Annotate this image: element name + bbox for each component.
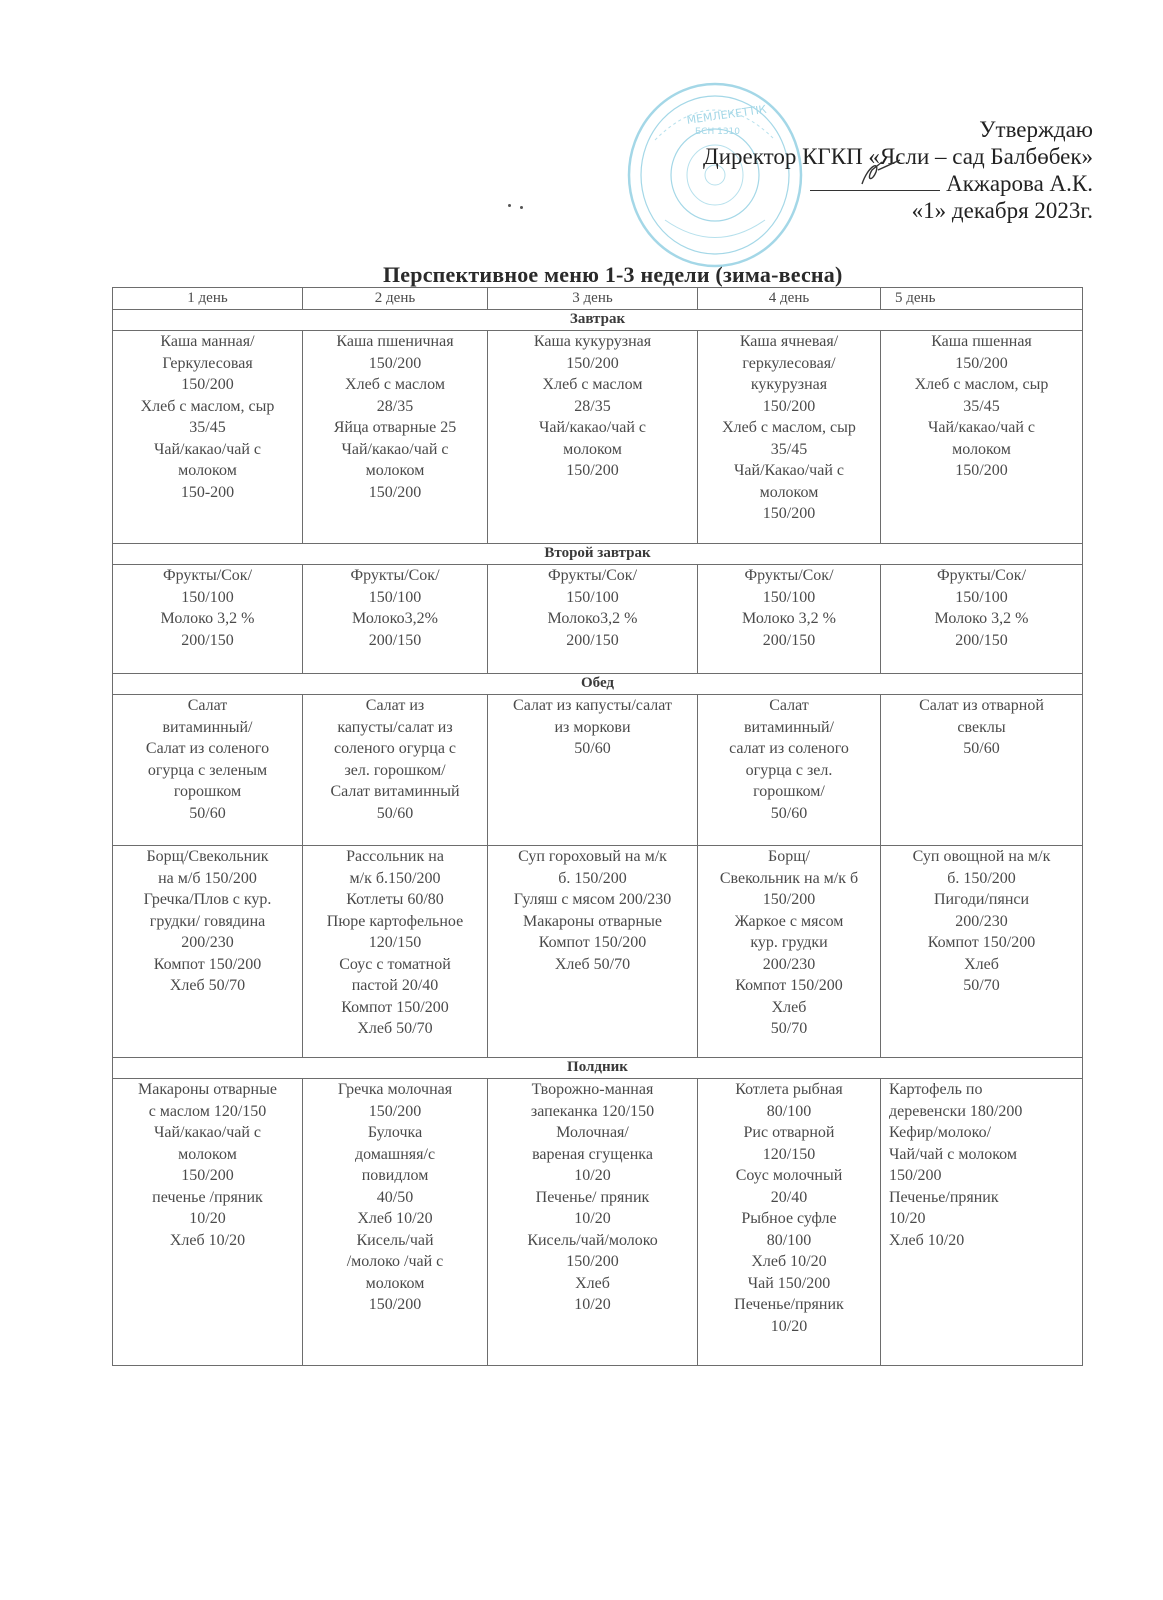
menu-item-line: Фрукты/Сок/ — [936, 567, 1027, 584]
menu-item-line: Гуляш с мясом 200/230 — [513, 891, 672, 908]
menu-item-line: Борщ/ — [768, 848, 810, 865]
menu-item-line: Яйца отварные 25 — [333, 419, 457, 436]
menu-item-line: Чай/Какао/чай с — [734, 462, 844, 479]
menu-item-line: 150/200 — [566, 354, 619, 372]
meal-row-lunch-salad — [113, 695, 1083, 846]
menu-item-line: 150/200 — [181, 1167, 234, 1184]
menu-item-line: Хлеб с маслом — [542, 376, 643, 393]
menu-item-line: Пигоди/пянси — [933, 891, 1030, 908]
day-header: 5 день — [881, 288, 1083, 310]
menu-item-line: Макароны отварные — [138, 1081, 277, 1098]
menu-item-line: Чай/какао/чай с — [153, 440, 262, 458]
scan-speck — [508, 204, 511, 207]
section-title: Полдник — [113, 1058, 1083, 1079]
scan-speck — [520, 206, 523, 209]
menu-item-line: Фрукты/Сок/ — [744, 567, 834, 584]
day-header: 3 день — [488, 288, 698, 310]
menu-item-line: Соус с томатной — [339, 955, 451, 973]
menu-item-line: витаминный/ — [162, 718, 253, 736]
approval-heading: Утверждаю — [979, 117, 1093, 142]
menu-item-line: Хлеб — [771, 998, 807, 1016]
menu-item-line: 150/200 — [762, 891, 816, 908]
menu-item-line: Рассольник на — [346, 848, 444, 865]
menu-cell — [488, 331, 698, 544]
menu-cell — [303, 846, 488, 1058]
menu-item-line: горошком — [173, 783, 242, 800]
menu-item-line: 150/200 — [762, 505, 816, 522]
menu-item-line: б. 150/200 — [558, 869, 627, 887]
menu-item-line: Компот 150/200 — [735, 977, 843, 994]
approval-position: Директор КГКП «Ясли – сад Балбөбек» — [703, 144, 1093, 169]
menu-item-line: Свекольник на м/к б — [719, 869, 859, 887]
menu-item-line: на м/б 150/200 — [158, 869, 257, 887]
menu-item-line: Салат — [769, 697, 809, 714]
menu-item-line: 200/230 — [762, 955, 816, 973]
menu-item-line: Кисель/чай — [356, 1231, 434, 1249]
menu-item-line: свеклы — [957, 718, 1006, 736]
menu-item-line: Молоко 3,2 % — [742, 610, 836, 627]
menu-item-line: Чай/какао/чай с — [538, 419, 647, 436]
signature-icon — [858, 158, 904, 188]
days-header-row — [113, 288, 1083, 310]
section-title: Завтрак — [113, 310, 1083, 331]
menu-item-line: 200/150 — [181, 631, 234, 649]
menu-item-line: Хлеб 50/70 — [357, 1020, 433, 1037]
menu-item-line: Печенье/пряник — [734, 1296, 844, 1313]
menu-item-line: 10/20 — [574, 1210, 611, 1227]
menu-item-line: зел. горошком/ — [344, 761, 446, 779]
menu-item-line: 200/230 — [181, 934, 234, 951]
menu-item-line: печенье /пряник — [152, 1188, 263, 1206]
menu-cell — [303, 331, 488, 544]
menu-item-line: м/к б.150/200 — [349, 869, 441, 887]
menu-item-line: 50/60 — [963, 740, 1000, 757]
menu-item-line: Хлеб 10/20 — [889, 1231, 965, 1249]
menu-item-line: Гречка молочная — [337, 1081, 453, 1098]
menu-item-line: Каша пшеничная — [336, 333, 454, 350]
menu-item-line: Салат из — [365, 697, 425, 714]
menu-item-line: 10/20 — [574, 1167, 611, 1184]
menu-item-line: 150/200 — [368, 1296, 422, 1313]
menu-item-line: 150/200 — [368, 483, 422, 501]
menu-cell — [488, 846, 698, 1058]
menu-cell — [303, 1079, 488, 1366]
menu-item-line: Жаркое с мясом — [734, 912, 844, 930]
menu-item-line: кукурузная — [750, 376, 828, 393]
menu-item-line: Хлеб 10/20 — [751, 1253, 827, 1270]
menu-cell — [881, 1079, 1083, 1366]
menu-item-line: 10/20 — [889, 1210, 926, 1227]
menu-item-line: вареная сгущенка — [532, 1145, 653, 1163]
menu-item-line: салат из соленого — [729, 740, 849, 757]
menu-item-line: огурца с зел. — [745, 761, 833, 779]
menu-item-line: 150/100 — [181, 588, 234, 606]
menu-item-line: 150/100 — [566, 588, 619, 606]
menu-item-line: повидлом — [361, 1167, 429, 1184]
menu-item-line: Чай/какао/чай с — [927, 419, 1036, 436]
menu-item-line: 200/150 — [762, 631, 816, 649]
menu-item-line: молоком — [178, 1145, 237, 1163]
menu-item-line: 28/35 — [574, 397, 611, 415]
menu-item-line: 28/35 — [376, 397, 414, 415]
section-row-snack — [113, 1058, 1083, 1079]
menu-item-line: Кефир/молоко/ — [889, 1124, 992, 1141]
menu-item-line: кур. грудки — [750, 934, 828, 951]
menu-cell — [303, 695, 488, 846]
menu-item-line: Чай 150/200 — [747, 1274, 831, 1292]
menu-cell — [488, 1079, 698, 1366]
menu-item-line: 150/200 — [566, 1253, 619, 1270]
section-title: Второй завтрак — [113, 544, 1083, 565]
menu-item-line: Компот 150/200 — [538, 934, 647, 951]
menu-item-line: Картофель по — [889, 1081, 983, 1098]
menu-item-line: Каша кукурузная — [533, 333, 652, 350]
menu-item-line: соленого огурца с — [333, 740, 457, 757]
menu-item-line: молоком — [952, 440, 1011, 458]
menu-item-line: 35/45 — [189, 419, 226, 436]
menu-item-line: Борщ/Свекольник — [146, 848, 269, 865]
menu-item-line: Молочная/ — [556, 1124, 629, 1141]
menu-cell — [698, 695, 881, 846]
menu-item-line: 150/200 — [181, 376, 234, 393]
meal-row-second-breakfast — [113, 565, 1083, 674]
menu-cell — [881, 695, 1083, 846]
menu-cell — [698, 1079, 881, 1366]
menu-item-line: Хлеб 10/20 — [169, 1231, 246, 1249]
menu-item-line: молоком — [563, 440, 622, 458]
svg-text:БСН 1310: БСН 1310 — [695, 127, 740, 137]
meal-row-lunch-main — [113, 846, 1083, 1058]
menu-item-line: Суп гороховый на м/к — [518, 848, 667, 865]
menu-item-line: 80/100 — [766, 1102, 812, 1120]
menu-item-line: Салат из соленого — [145, 740, 270, 757]
menu-item-line: Чай/какао/чай с — [341, 440, 449, 458]
menu-item-line: с маслом 120/150 — [148, 1102, 267, 1120]
menu-item-line: 150/200 — [368, 1102, 422, 1120]
menu-item-line: 150/200 — [889, 1167, 942, 1184]
menu-item-line: /молоко /чай с — [346, 1253, 444, 1270]
menu-item-line: Хлеб 50/70 — [169, 977, 246, 994]
menu-item-line: грудки/ говядина — [149, 912, 266, 930]
menu-item-line: Фрукты/Сок/ — [547, 567, 638, 584]
meal-row-snack — [113, 1079, 1083, 1366]
page-title: Перспективное меню 1-3 недели (зима-весна) — [383, 262, 843, 287]
menu-cell — [303, 565, 488, 674]
menu-item-line: 50/60 — [574, 740, 611, 757]
section-row-breakfast — [113, 310, 1083, 331]
menu-item-line: 150/200 — [368, 354, 422, 372]
menu-item-line: 150/100 — [762, 588, 816, 606]
approver-name: Акжарова А.К. — [946, 171, 1093, 196]
menu-item-line: Компот 150/200 — [153, 955, 262, 973]
menu-item-line: Хлеб 50/70 — [554, 955, 631, 973]
menu-item-line: геркулесовая/ — [742, 354, 836, 372]
menu-item-line: Кисель/чай/молоко — [527, 1231, 658, 1249]
approval-signature-line — [703, 170, 1093, 197]
menu-item-line: Компот 150/200 — [341, 998, 449, 1016]
signature-field — [810, 170, 940, 191]
menu-item-line: 80/100 — [766, 1231, 812, 1249]
menu-item-line: Салат из отварной — [919, 697, 1044, 714]
menu-item-line: запеканка 120/150 — [530, 1102, 655, 1120]
menu-item-line: пастой 20/40 — [351, 977, 439, 994]
menu-item-line: витаминный/ — [744, 718, 834, 736]
menu-item-line: Каша пшенная — [931, 333, 1032, 350]
menu-item-line: 10/20 — [770, 1317, 808, 1335]
svg-text:МЕМЛЕКЕТТІК: МЕМЛЕКЕТТІК — [685, 102, 768, 127]
menu-cell — [113, 695, 303, 846]
menu-item-line: Фрукты/Сок/ — [162, 567, 253, 584]
menu-item-line: Хлеб с маслом, сыр — [914, 376, 1049, 393]
meal-row-breakfast — [113, 331, 1083, 544]
menu-item-line: Хлеб — [575, 1274, 610, 1292]
menu-item-line: 150/200 — [762, 397, 816, 415]
menu-item-line: Хлеб с маслом — [345, 376, 445, 393]
menu-item-line: Суп овощной на м/к — [912, 848, 1051, 865]
menu-item-line: 150/200 — [566, 462, 619, 479]
section-row-second-breakfast — [113, 544, 1083, 565]
menu-item-line: капусты/салат из — [337, 718, 453, 736]
menu-item-line: Хлеб с маслом, сыр — [722, 419, 856, 436]
menu-cell — [698, 846, 881, 1058]
menu-item-line: 10/20 — [189, 1210, 226, 1227]
day-header: 1 день — [113, 288, 303, 310]
menu-item-line: 50/60 — [189, 804, 226, 822]
approval-block — [703, 116, 1093, 224]
menu-item-line: 120/150 — [368, 934, 422, 951]
menu-cell — [113, 1079, 303, 1366]
menu-cell — [698, 331, 881, 544]
menu-item-line: Рис отварной — [743, 1124, 835, 1141]
menu-item-line: Каша ячневая/ — [739, 333, 839, 350]
menu-cell — [488, 695, 698, 846]
menu-item-line: деревенски 180/200 — [889, 1102, 1023, 1120]
menu-item-line: Геркулесовая — [162, 354, 253, 372]
day-header: 4 день — [698, 288, 881, 310]
menu-item-line: Хлеб с маслом, сыр — [140, 397, 275, 415]
menu-item-line: 40/50 — [376, 1188, 414, 1206]
menu-item-line: 35/45 — [770, 440, 808, 458]
menu-item-line: Пюре картофельное — [326, 912, 464, 930]
menu-cell — [881, 565, 1083, 674]
menu-cell — [113, 331, 303, 544]
menu-item-line: 120/150 — [762, 1145, 816, 1163]
menu-item-line: 150/100 — [368, 588, 422, 606]
menu-cell — [113, 565, 303, 674]
menu-item-line: Молоко3,2 % — [547, 610, 638, 627]
menu-item-line: б. 150/200 — [947, 869, 1016, 887]
menu-item-line: молоком — [365, 1274, 425, 1292]
menu-item-line: Печенье/ пряник — [535, 1188, 650, 1206]
menu-item-line: Чай/какао/чай с — [153, 1124, 262, 1141]
menu-item-line: Творожно-манная — [531, 1081, 654, 1098]
menu-item-line: домашняя/с — [354, 1145, 436, 1163]
menu-item-line: Молоко 3,2 % — [160, 610, 255, 627]
section-row-lunch — [113, 674, 1083, 695]
menu-item-line: Салат — [187, 697, 228, 714]
menu-item-line: 35/45 — [963, 397, 1000, 415]
menu-item-line: горошком/ — [753, 783, 825, 800]
menu-item-line: из моркови — [554, 718, 631, 736]
menu-item-line: 200/150 — [368, 631, 422, 649]
menu-item-line: Салат витаминный — [330, 783, 460, 800]
menu-item-line: Молоко 3,2 % — [934, 610, 1029, 627]
menu-item-line: огурца с зеленым — [147, 761, 268, 779]
menu-cell — [113, 846, 303, 1058]
menu-item-line: Компот 150/200 — [927, 934, 1036, 951]
menu-item-line: Хлеб 10/20 — [357, 1210, 433, 1227]
menu-item-line: 200/150 — [566, 631, 619, 649]
menu-table — [112, 287, 1083, 1366]
menu-item-line: 50/60 — [770, 804, 808, 822]
menu-item-line: Печенье/пряник — [889, 1188, 999, 1206]
menu-item-line: 150/200 — [955, 354, 1008, 372]
menu-item-line: 150/200 — [955, 462, 1008, 479]
section-title: Обед — [113, 674, 1083, 695]
menu-cell — [698, 565, 881, 674]
menu-item-line: Котлета рыбная — [735, 1081, 843, 1098]
menu-item-line: 50/70 — [770, 1020, 808, 1037]
menu-item-line: Соус молочный — [735, 1167, 843, 1184]
menu-item-line: Котлеты 60/80 — [346, 891, 444, 908]
menu-cell — [881, 846, 1083, 1058]
menu-item-line: Макароны отварные — [523, 912, 662, 930]
menu-item-line: 200/230 — [955, 912, 1008, 930]
menu-item-line: молоком — [759, 483, 819, 501]
menu-item-line: Рыбное суфле — [741, 1210, 837, 1227]
approval-date: «1» декабря 2023г. — [911, 198, 1093, 223]
menu-item-line: 10/20 — [574, 1296, 611, 1313]
menu-item-line: 150-200 — [180, 483, 235, 501]
menu-item-line: Гречка/Плов с кур. — [143, 891, 272, 908]
menu-item-line: Каша манная/ — [160, 333, 255, 350]
day-header: 2 день — [303, 288, 488, 310]
menu-item-line: Молоко3,2% — [352, 610, 438, 627]
menu-item-line: 200/150 — [955, 631, 1008, 649]
menu-item-line: 50/60 — [376, 804, 414, 822]
menu-item-line: молоком — [365, 462, 425, 479]
menu-item-line: 20/40 — [770, 1188, 808, 1206]
menu-cell — [488, 565, 698, 674]
menu-item-line: Булочка — [367, 1124, 423, 1141]
menu-item-line: 50/70 — [963, 977, 1000, 994]
menu-item-line: Фрукты/Сок/ — [350, 567, 440, 584]
menu-cell — [881, 331, 1083, 544]
menu-item-line: 150/100 — [955, 588, 1008, 606]
menu-item-line: Хлеб — [964, 955, 999, 973]
menu-item-line: молоком — [178, 462, 237, 479]
menu-item-line: Салат из капусты/салат — [513, 697, 672, 714]
menu-item-line: Чай/чай с молоком — [889, 1145, 1017, 1163]
